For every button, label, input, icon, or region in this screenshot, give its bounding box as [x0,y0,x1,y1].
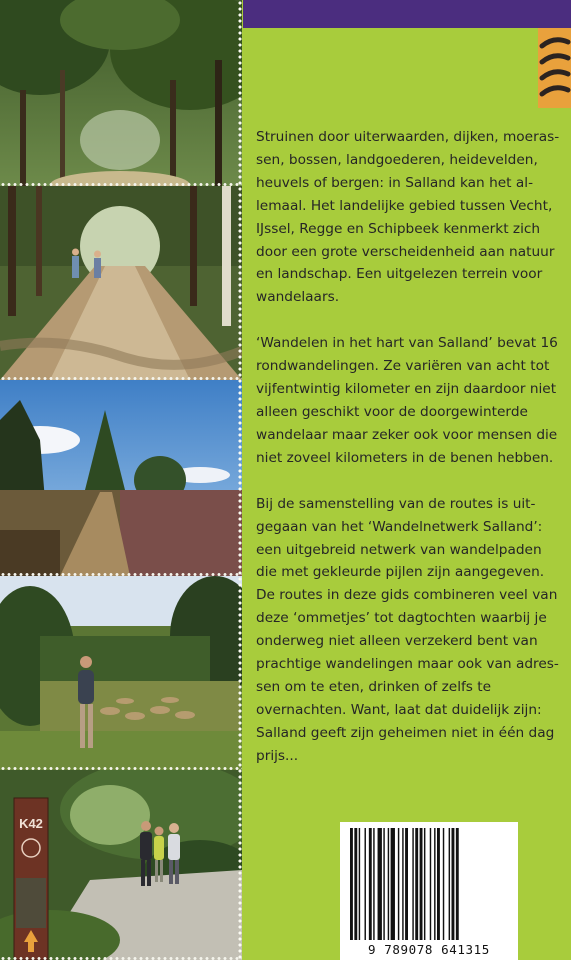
photo-heath-sandy-path [0,380,242,576]
paragraph-network: Bij de samenstelling van de routes is uitgegaan van het ‘Wandelnetwerk Salland’: een uitgebreid netwerk van wandelpaden die met gekleurde pijlen zijn aangegeven. De routes in deze gids combineren veel van deze ‘ommetjes’ tot dagtochten waarbij je onderweg niet alleen verzekerd bent van prachtige wandelingen maar ook van adressen om te eten, drinken of zelfs te overnachten. Want, laat dat duidelijk zijn: Salland geeft zijn geheimen niet in één dag prijs... [256,495,559,764]
paragraph-intro: Struinen door uiterwaarden, dijken, moerassen, bossen, landgoederen, heidevelden, heuvels of bergen: in Salland kan het allemaal. Het landelijke gebied tussen Vecht, IJssel, Regge en Schipbeek kenmerkt zich door een grote verscheidenheid aan natuur en landschap. Een uitgelezen terrein voor wandelaars. [256,129,560,306]
photo-field-walker [0,576,242,770]
isbn-number: 9 789078 641315 [368,942,490,957]
publisher-logo-icon [538,28,571,108]
signpost-label: K42 [19,816,43,831]
barcode [340,822,518,960]
photo-forest-path [0,186,242,380]
top-accent-bar [243,0,571,28]
photo-strip [0,0,242,960]
perforation-border [237,0,243,960]
description-text [256,126,562,791]
photo-forest-canopy [0,0,242,186]
barcode-bars [350,828,508,940]
photo-signpost-walkers [0,770,242,960]
paragraph-routes: ‘Wandelen in het hart van Salland’ bevat 16 rondwandelingen. Ze variëren van acht tot vijfentwintig kilometer en zijn daardoor niet alleen geschikt voor de doorgewinterde wandelaar maar zeker ook voor mensen die niet zoveel kilometers in de benen hebben. [256,335,558,466]
